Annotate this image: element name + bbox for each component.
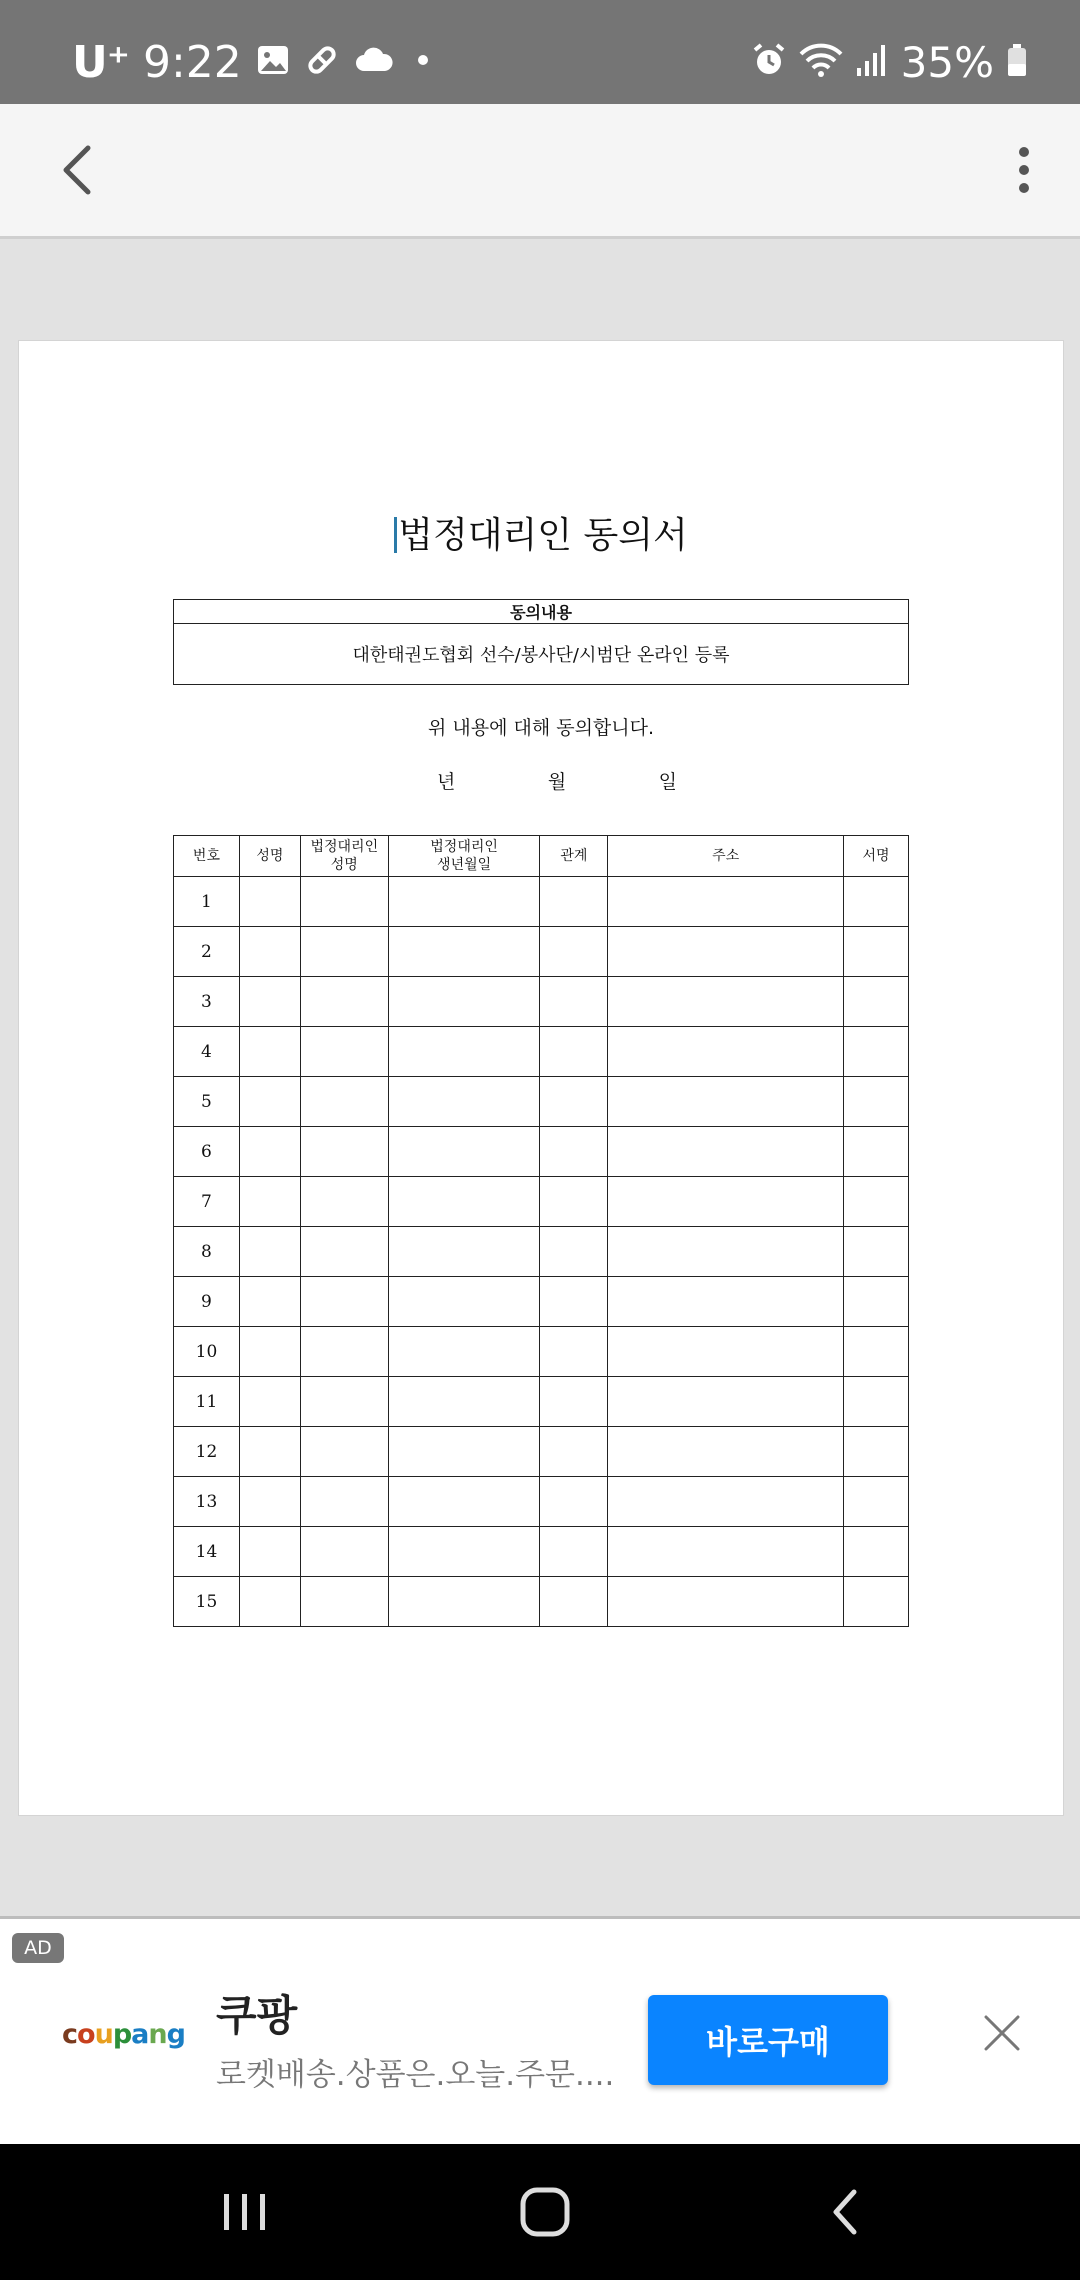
empty-cell — [608, 1077, 844, 1127]
empty-cell — [844, 1227, 909, 1277]
table-row — [174, 1327, 909, 1377]
empty-cell — [388, 927, 540, 977]
table-body — [174, 877, 909, 1627]
empty-cell — [540, 1177, 608, 1227]
empty-cell — [239, 1027, 300, 1077]
empty-cell — [388, 1577, 540, 1627]
date-year-label: 년 — [437, 771, 456, 793]
empty-cell — [239, 1527, 300, 1577]
empty-cell — [540, 1577, 608, 1627]
document-title: 법정대리인 동의서 — [398, 515, 688, 556]
empty-cell — [239, 927, 300, 977]
status-left — [72, 32, 438, 92]
col-header-guardian-name: 법정대리인 성명 — [300, 836, 388, 877]
empty-cell — [239, 877, 300, 927]
empty-cell — [300, 1027, 388, 1077]
cloud-icon — [354, 45, 394, 79]
table-row — [174, 1177, 909, 1227]
battery-percent: 35% — [900, 37, 994, 87]
empty-cell — [239, 1427, 300, 1477]
empty-cell — [844, 1477, 909, 1527]
close-icon[interactable] — [980, 2011, 1024, 2055]
ad-banner[interactable] — [0, 1916, 1080, 2145]
row-number: 7 — [174, 1177, 240, 1227]
empty-cell — [388, 1077, 540, 1127]
empty-cell — [608, 1527, 844, 1577]
empty-cell — [300, 977, 388, 1027]
empty-cell — [540, 977, 608, 1027]
table-row — [174, 1127, 909, 1177]
ad-badge: AD — [12, 1933, 64, 1963]
carrier-label: U⁺ — [72, 36, 129, 88]
battery-icon — [1006, 42, 1028, 82]
row-number: 6 — [174, 1127, 240, 1177]
row-number: 15 — [174, 1577, 240, 1627]
empty-cell — [239, 1127, 300, 1177]
empty-cell — [540, 1227, 608, 1277]
empty-cell — [388, 1377, 540, 1427]
empty-cell — [540, 1277, 608, 1327]
table-row — [174, 1377, 909, 1427]
alarm-icon — [751, 42, 787, 82]
empty-cell — [300, 1377, 388, 1427]
empty-cell — [844, 1427, 909, 1477]
empty-cell — [300, 1577, 388, 1627]
empty-cell — [540, 1377, 608, 1427]
empty-cell — [608, 1277, 844, 1327]
empty-cell — [608, 1577, 844, 1627]
row-number: 1 — [174, 877, 240, 927]
table-row — [174, 1577, 909, 1627]
empty-cell — [608, 1427, 844, 1477]
row-number: 14 — [174, 1527, 240, 1577]
date-line — [437, 767, 677, 794]
empty-cell — [844, 877, 909, 927]
document-page[interactable] — [18, 340, 1064, 1816]
empty-cell — [608, 927, 844, 977]
empty-cell — [608, 1327, 844, 1377]
recent-apps-icon[interactable] — [210, 2180, 280, 2244]
empty-cell — [300, 877, 388, 927]
document-title-line — [19, 507, 1063, 558]
row-number: 13 — [174, 1477, 240, 1527]
back-arrow-icon[interactable] — [44, 134, 116, 206]
home-icon[interactable] — [510, 2180, 580, 2244]
empty-cell — [608, 1227, 844, 1277]
empty-cell — [844, 1127, 909, 1177]
consent-table — [173, 599, 909, 685]
empty-cell — [239, 1077, 300, 1127]
empty-cell — [388, 1127, 540, 1177]
empty-cell — [540, 1527, 608, 1577]
empty-cell — [300, 927, 388, 977]
empty-cell — [540, 1327, 608, 1377]
table-row — [174, 1427, 909, 1477]
empty-cell — [844, 1327, 909, 1377]
empty-cell — [844, 1577, 909, 1627]
ad-title[interactable]: 쿠팡 — [216, 1991, 298, 2040]
empty-cell — [239, 1327, 300, 1377]
empty-cell — [540, 1477, 608, 1527]
wifi-icon — [799, 42, 843, 82]
empty-cell — [388, 1177, 540, 1227]
empty-cell — [300, 1477, 388, 1527]
empty-cell — [388, 977, 540, 1027]
empty-cell — [608, 1127, 844, 1177]
empty-cell — [608, 1027, 844, 1077]
row-number: 10 — [174, 1327, 240, 1377]
empty-cell — [608, 877, 844, 927]
empty-cell — [844, 1077, 909, 1127]
empty-cell — [608, 1377, 844, 1427]
pill-icon — [304, 42, 340, 82]
text-cursor — [394, 517, 397, 553]
consent-header: 동의내용 — [174, 600, 909, 624]
empty-cell — [608, 977, 844, 1027]
row-number: 8 — [174, 1227, 240, 1277]
guardian-table — [173, 835, 909, 1627]
empty-cell — [239, 977, 300, 1027]
table-row — [174, 927, 909, 977]
empty-cell — [388, 1227, 540, 1277]
consent-content: 대한태권도협회 선수/봉사단/시범단 온라인 등록 — [174, 624, 909, 685]
empty-cell — [540, 1077, 608, 1127]
col-header-number: 번호 — [174, 836, 240, 877]
empty-cell — [844, 1177, 909, 1227]
app-bar — [0, 104, 1080, 239]
row-number: 3 — [174, 977, 240, 1027]
row-number: 2 — [174, 927, 240, 977]
signal-icon — [855, 42, 889, 82]
empty-cell — [300, 1277, 388, 1327]
agree-statement: 위 내용에 대해 동의합니다. — [427, 717, 655, 739]
table-row — [174, 1227, 909, 1277]
empty-cell — [239, 1377, 300, 1427]
empty-cell — [239, 1227, 300, 1277]
ad-description[interactable]: 로켓배송.상품은.오늘.주문.... — [216, 2057, 615, 2093]
col-header-guardian-birthdate: 법정대리인 생년월일 — [388, 836, 540, 877]
row-number: 5 — [174, 1077, 240, 1127]
clock: 9:22 — [142, 36, 242, 88]
empty-cell — [300, 1427, 388, 1477]
empty-cell — [844, 977, 909, 1027]
table-row — [174, 877, 909, 927]
row-number: 4 — [174, 1027, 240, 1077]
empty-cell — [844, 1027, 909, 1077]
empty-cell — [388, 1527, 540, 1577]
empty-cell — [300, 1077, 388, 1127]
table-row — [174, 977, 909, 1027]
table-row — [174, 1027, 909, 1077]
empty-cell — [300, 1227, 388, 1277]
dot-icon — [408, 45, 438, 79]
empty-cell — [540, 877, 608, 927]
gallery-icon — [256, 43, 290, 81]
table-row — [174, 1477, 909, 1527]
empty-cell — [540, 927, 608, 977]
buy-now-button[interactable]: 바로구매 — [648, 1995, 888, 2085]
row-number: 11 — [174, 1377, 240, 1427]
empty-cell — [540, 1427, 608, 1477]
col-header-name: 성명 — [239, 836, 300, 877]
row-number: 9 — [174, 1277, 240, 1327]
status-bar — [0, 0, 1080, 104]
table-row — [174, 1077, 909, 1127]
empty-cell — [844, 1277, 909, 1327]
coupang-logo[interactable]: coupang — [62, 2019, 185, 2050]
empty-cell — [388, 1427, 540, 1477]
empty-cell — [388, 1327, 540, 1377]
col-header-relation: 관계 — [540, 836, 608, 877]
empty-cell — [844, 1377, 909, 1427]
empty-cell — [388, 1477, 540, 1527]
empty-cell — [388, 1277, 540, 1327]
date-day-label: 일 — [658, 771, 677, 793]
table-row — [174, 1527, 909, 1577]
date-month-label: 월 — [547, 771, 567, 793]
empty-cell — [540, 1027, 608, 1077]
empty-cell — [608, 1177, 844, 1227]
empty-cell — [388, 877, 540, 927]
empty-cell — [844, 1527, 909, 1577]
status-right — [751, 32, 1028, 92]
empty-cell — [239, 1277, 300, 1327]
empty-cell — [300, 1327, 388, 1377]
back-icon[interactable] — [812, 2180, 882, 2244]
empty-cell — [239, 1177, 300, 1227]
empty-cell — [608, 1477, 844, 1527]
row-number: 12 — [174, 1427, 240, 1477]
empty-cell — [844, 927, 909, 977]
empty-cell — [300, 1527, 388, 1577]
table-row — [174, 1277, 909, 1327]
empty-cell — [300, 1177, 388, 1227]
empty-cell — [388, 1027, 540, 1077]
more-vert-icon[interactable] — [988, 134, 1060, 206]
col-header-address: 주소 — [608, 836, 844, 877]
empty-cell — [239, 1477, 300, 1527]
empty-cell — [300, 1127, 388, 1177]
empty-cell — [239, 1577, 300, 1627]
navigation-bar — [0, 2144, 1080, 2280]
col-header-signature: 서명 — [844, 836, 909, 877]
empty-cell — [540, 1127, 608, 1177]
table-header-row — [174, 836, 909, 877]
